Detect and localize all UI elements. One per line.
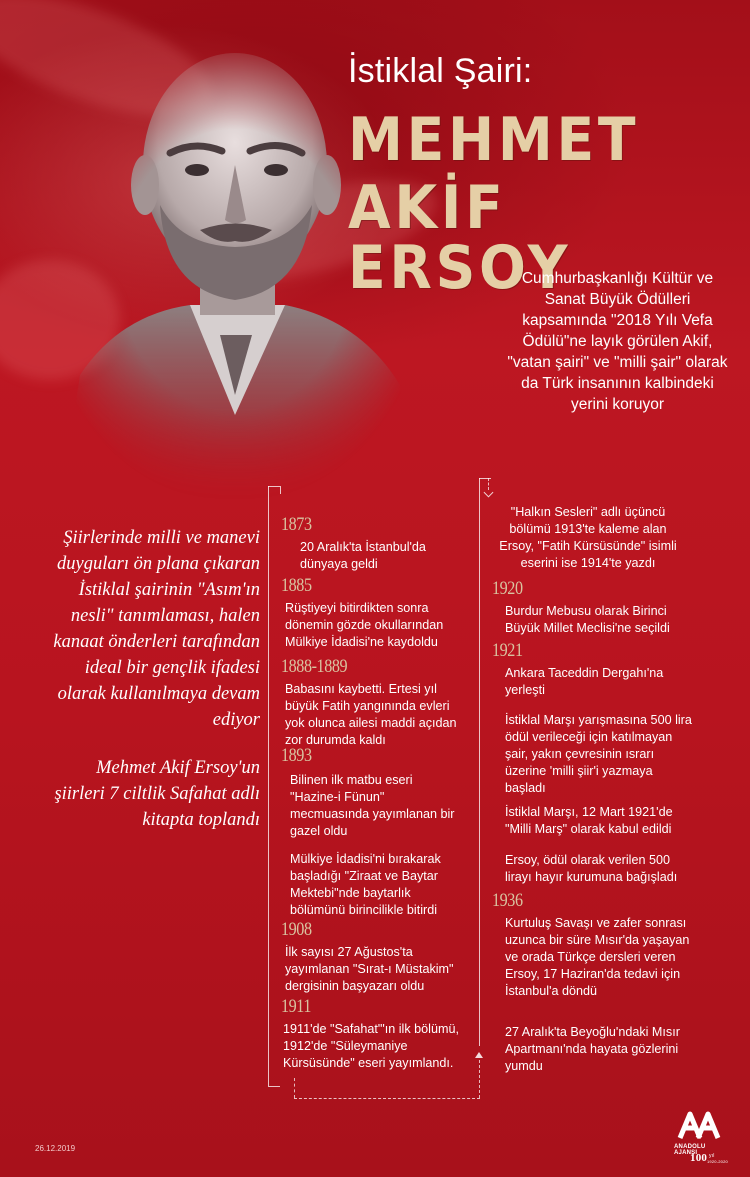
timeline-event: Rüştiyeyi bitirdikten sonra dönemin gözde okullarından Mülkiye İdadisi'ne kaydoldu: [285, 601, 444, 649]
timeline-year: 1885: [281, 575, 312, 596]
logo-agency-name: ANADOLU AJANSI: [674, 1144, 706, 1156]
timeline-year: 1911: [281, 996, 312, 1017]
page-title-line1: MEHMET: [348, 105, 640, 175]
timeline-bracket: [479, 478, 491, 479]
timeline-event: Babasını kaybetti. Ertesi yıl büyük Fatih yangınında evleri yok olunca ailesi maddi açıdan zor durumda kaldı: [285, 682, 457, 747]
timeline-connector: [294, 1098, 480, 1099]
timeline-connector: [479, 1060, 480, 1098]
page-title-line2: AKİF ERSOY: [348, 173, 572, 303]
logo-anniversary: 100: [690, 1152, 708, 1164]
timeline-event: Bilinen ilk matbu eseri "Hazine-i Fünun" mecmuasında yayımlanan bir gazel oldu: [290, 773, 455, 838]
timeline-year: 1920: [492, 578, 523, 599]
timeline-year: 1873: [281, 514, 312, 535]
logo-anniversary-years: 1920-2020: [707, 1159, 728, 1164]
timeline-event: 27 Aralık'ta Beyoğlu'ndaki Mısır Apartmanı'nda hayata gözlerini yumdu: [505, 1025, 680, 1073]
timeline-year: 1936: [492, 890, 523, 911]
page-subtitle: İstiklal Şairi:: [348, 52, 533, 90]
timeline-event: Kurtuluş Savaşı ve zafer sonrası uzunca bir süre Mısır'da yaşayan ve orada Türkçe dersleri veren Ersoy, 17 Haziran'da tedavi için İstanbul'a döndü: [505, 916, 690, 998]
timeline-year: 1921: [492, 640, 523, 661]
aa-logo-icon: [672, 1108, 728, 1144]
timeline-event: 20 Aralık'ta İstanbul'da dünyaya geldi: [300, 540, 426, 571]
anadolu-ajansi-logo: [672, 1108, 728, 1168]
timeline-event: İlk sayısı 27 Ağustos'ta yayımlanan "Sırat-ı Müstakim" dergisinin başyazarı oldu: [285, 945, 454, 993]
timeline-event: Ankara Taceddin Dergahı'na yerleşti: [505, 666, 664, 697]
timeline-year: 1893: [281, 745, 312, 766]
timeline-bracket: [280, 486, 281, 494]
timeline-bracket: [268, 1086, 280, 1087]
quote-text: Şiirlerinde milli ve manevi duyguları ön plana çıkaran İstiklal şairinin "Asım'ın nesli" tanımlaması, halen kanaat önderleri tarafından ideal bir gençlik ifadesi olarak kullanılmaya devam ediyor: [53, 528, 260, 730]
timeline-connector: [294, 1078, 295, 1098]
timeline-event: İstiklal Marşı, 12 Mart 1921'de "Milli Marş" olarak kabul edildi: [505, 805, 673, 836]
logo-anniversary-unit: yıl: [709, 1153, 715, 1159]
publish-date: 26.12.2019: [35, 1144, 76, 1153]
quote-text: Mehmet Akif Ersoy'un şiirleri 7 ciltlik Safahat adlı kitapta toplandı: [54, 758, 260, 830]
timeline-year: 1888-1889: [281, 656, 348, 677]
timeline-year: 1908: [281, 919, 312, 940]
timeline-bracket: [268, 486, 280, 487]
timeline-event: 1911'de "Safahat"'ın ilk bölümü, 1912'de "Süleymaniye Kürsüsünde" eseri yayımlandı.: [283, 1022, 459, 1070]
arrow-up-icon: [475, 1052, 483, 1058]
intro-text: Cumhurbaşkanlığı Kültür ve Sanat Büyük Ödülleri kapsamında "2018 Yılı Vefa Ödülü"ne layık görülen Akif, "vatan şairi" ve "milli şair" olarak da Türk insanının kalbindeki yerini koruyor: [507, 270, 728, 413]
timeline-left-border: [268, 486, 269, 1086]
timeline-event: Burdur Mebusu olarak Birinci Büyük Millet Meclisi'ne seçildi: [505, 604, 670, 635]
timeline-middle-border: [479, 478, 480, 1046]
timeline-event: "Halkın Sesleri" adlı üçüncü bölümü 1913'te kaleme alan Ersoy, "Fatih Kürsüsünde" isimli eserini ise 1914'te yazdı: [499, 505, 677, 570]
timeline-event: İstiklal Marşı yarışmasına 500 lira ödül verileceği için katılmayan şair, yakın çevresinin ısrarı üzerine 'milli şiir'i yazmaya başladı: [505, 713, 692, 795]
intro-paragraph: [505, 268, 730, 415]
chevron-down-icon: [484, 488, 494, 498]
left-quote-block: [50, 525, 260, 855]
timeline-event: Mülkiye İdadisi'ni bırakarak başladığı "Ziraat ve Baytar Mektebi"nde baytarlık bölümünü birincilikle bitirdi: [290, 852, 441, 917]
timeline-event: Ersoy, ödül olarak verilen 500 lirayı hayır kurumuna bağışladı: [505, 853, 678, 884]
